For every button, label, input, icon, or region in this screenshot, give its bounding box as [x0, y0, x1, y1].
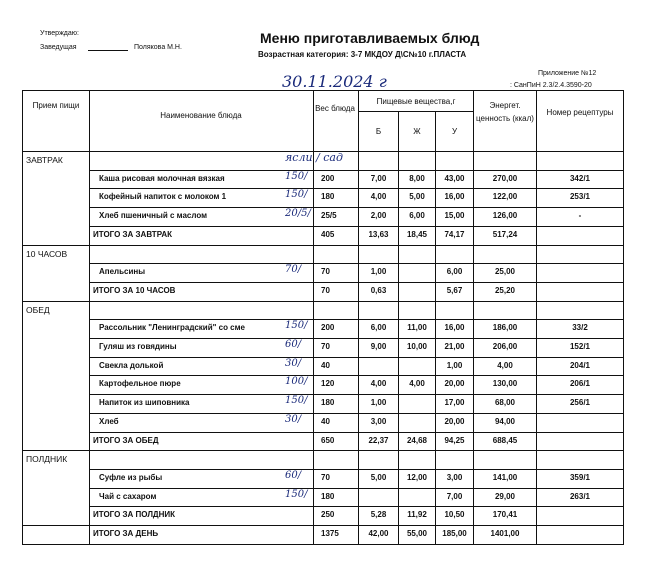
total-zh: 18,45: [406, 229, 428, 239]
dish-recipe: 256/1: [569, 398, 591, 408]
handwritten-portion-mark: 100/: [285, 376, 308, 388]
handwritten-portion-mark: 60/: [285, 469, 302, 481]
dish-recipe: 253/1: [569, 192, 591, 202]
total-kcal: 25,20: [494, 285, 516, 295]
dish-b: 7,00: [370, 173, 387, 183]
handwritten-portion-mark: 150/: [285, 395, 308, 407]
day-total-b: 42,00: [368, 529, 389, 538]
handwritten-portion-mark: 30/: [285, 413, 302, 425]
dish-name: Апельсины: [99, 267, 146, 277]
total-weight: 650: [321, 435, 335, 445]
dish-recipe: 359/1: [569, 472, 591, 482]
dish-u: 17,00: [444, 398, 465, 408]
section-total-label: ИТОГО ЗА 10 ЧАСОВ: [93, 285, 176, 295]
dish-name: Хлеб пшеничный с маслом: [99, 211, 208, 221]
dish-recipe: 33/2: [572, 323, 588, 333]
total-kcal: 688,45: [492, 435, 518, 445]
header-weight: Вес блюда: [315, 104, 355, 113]
dish-kcal: 122,00: [492, 192, 518, 202]
dish-weight: 70: [321, 267, 330, 277]
dish-kcal: 206,00: [492, 342, 518, 351]
dish-kcal: 130,00: [492, 379, 518, 389]
approve-label: Утверждаю:: [40, 30, 79, 37]
dish-kcal: 94,00: [494, 416, 516, 426]
dish-weight: 40: [321, 416, 330, 426]
dish-recipe: 263/1: [569, 491, 591, 501]
dish-weight: 25/5: [321, 211, 337, 221]
dish-recipe: 204/1: [569, 360, 591, 370]
dish-b: 3,00: [370, 416, 387, 426]
dish-kcal: 141,00: [492, 472, 518, 482]
dish-weight: 70: [321, 342, 330, 351]
handwritten-portion-mark: 60/: [285, 339, 302, 350]
dish-b: 5,00: [370, 472, 387, 482]
dish-b: 4,00: [370, 379, 387, 389]
appendix-label: Приложение №12: [538, 70, 597, 77]
total-weight: 250: [321, 510, 335, 520]
dish-name: Кофейный напиток с молоком 1: [99, 192, 227, 202]
menu-table: [22, 90, 624, 545]
dish-kcal: 68,00: [494, 398, 516, 408]
dish-recipe: 342/1: [569, 173, 591, 183]
dish-name: Рассольник "Ленинградский" со сме: [99, 323, 245, 333]
total-b: 22,37: [368, 435, 389, 445]
dish-recipe: 206/1: [569, 379, 591, 389]
dish-kcal: 126,00: [492, 211, 518, 221]
handwritten-portion-mark: 150/: [285, 170, 308, 182]
day-total-label: ИТОГО ЗА ДЕНЬ: [93, 529, 159, 538]
handwritten-portion-mark: 30/: [285, 357, 302, 369]
page-title: Меню приготавливаемых блюд: [260, 30, 480, 46]
sanpin-label: : СанПиН 2.3/2.4.3590-20: [510, 82, 592, 89]
dish-b: 4,00: [370, 192, 387, 202]
dish-u: 1,00: [446, 360, 463, 370]
header-meal: Прием пищи: [32, 101, 80, 110]
section-name: ПОЛДНИК: [26, 454, 68, 465]
total-kcal: 170,41: [492, 510, 518, 520]
day-total-zh: 55,00: [406, 529, 428, 538]
dish-zh: 4,00: [409, 379, 425, 389]
dish-u: 3,00: [446, 472, 463, 482]
handwritten-portion-mark: 150/: [285, 189, 308, 201]
dish-kcal: 4,00: [497, 360, 513, 370]
dish-u: 16,00: [444, 323, 465, 333]
dish-u: 7,00: [446, 491, 463, 501]
handwritten-portion-mark: 150/: [285, 320, 308, 332]
dish-name: Чай с сахаром: [99, 491, 157, 501]
handwritten-portion-mark: 20/5/: [285, 208, 311, 220]
section-total-label: ИТОГО ЗА ПОЛДНИК: [93, 510, 176, 520]
total-zh: 24,68: [406, 435, 428, 445]
dish-u: 16,00: [444, 192, 465, 202]
page-subtitle: Возрастная категория: 3-7 МКДОУ Д\С№10 г.ПЛАСТА: [258, 50, 467, 59]
dish-zh: 10,00: [406, 342, 428, 351]
dish-recipe: -: [578, 211, 582, 221]
dish-u: 20,00: [444, 379, 465, 389]
dish-weight: 180: [321, 398, 335, 408]
dish-weight: 180: [321, 491, 335, 501]
dish-u: 15,00: [444, 211, 465, 221]
dish-u: 20,00: [444, 416, 465, 426]
dish-u: 21,00: [444, 342, 465, 351]
head-name: Полякова М.Н.: [134, 44, 182, 51]
header-u: У: [451, 127, 458, 136]
handwritten-portion-mark: 70/: [285, 264, 302, 276]
day-total-u: 185,00: [442, 529, 467, 538]
section-name: ОБЕД: [26, 304, 50, 315]
total-u: 5,67: [446, 285, 463, 295]
dish-name: Хлеб: [99, 416, 119, 426]
handwritten-portion-mark: 150/: [285, 488, 308, 500]
dish-zh: 8,00: [409, 173, 425, 183]
dish-kcal: 270,00: [492, 173, 518, 183]
dish-weight: 70: [321, 472, 330, 482]
section-name: 10 ЧАСОВ: [26, 248, 68, 259]
header-dish: Наименование блюда: [160, 111, 242, 120]
header-nutrients: Пищевые вещества,г: [376, 97, 456, 106]
dish-zh: 6,00: [409, 211, 425, 221]
header-energy: Энергет. ценность (ккал): [476, 101, 534, 123]
header-recipe: Номер рецептуры: [546, 108, 614, 117]
dish-weight: 180: [321, 192, 335, 202]
dish-weight: 200: [321, 173, 335, 183]
signature-line: [88, 50, 128, 51]
dish-b: 9,00: [370, 342, 387, 351]
section-total-label: ИТОГО ЗА ОБЕД: [93, 435, 159, 445]
total-kcal: 517,24: [492, 229, 518, 239]
dish-b: 1,00: [370, 398, 387, 408]
dish-kcal: 186,00: [492, 323, 518, 333]
dish-weight: 120: [321, 379, 335, 389]
dish-name: Картофельное пюре: [99, 379, 181, 389]
handwritten-date: 30.11.2024 г: [282, 72, 387, 91]
dish-b: 6,00: [370, 323, 387, 333]
section-note-handwritten: ясли / сад: [285, 151, 343, 164]
section-name: ЗАВТРАК: [26, 155, 63, 165]
total-u: 10,50: [444, 510, 465, 520]
header-zh: Ж: [413, 127, 421, 136]
dish-name: Свекла долькой: [99, 360, 164, 370]
total-b: 13,63: [368, 229, 389, 239]
head-label: Заведущая: [40, 44, 77, 51]
dish-name: Напиток из шиповника: [99, 398, 190, 408]
dish-kcal: 29,00: [494, 491, 516, 501]
dish-zh: 5,00: [409, 192, 425, 202]
dish-name: Гуляш из говядины: [99, 342, 177, 351]
dish-zh: 11,00: [407, 323, 427, 333]
dish-zh: 12,00: [406, 472, 428, 482]
dish-weight: 200: [321, 323, 335, 333]
dish-name: Суфле из рыбы: [99, 472, 163, 482]
section-total-label: ИТОГО ЗА ЗАВТРАК: [93, 229, 172, 239]
dish-u: 43,00: [444, 173, 465, 183]
dish-b: 1,00: [370, 267, 387, 277]
day-total-weight: 1375: [321, 529, 339, 538]
total-b: 5,28: [370, 510, 387, 520]
dish-name: Каша рисовая молочная вязкая: [99, 173, 225, 183]
total-u: 74,17: [444, 229, 465, 239]
total-zh: 11,92: [407, 510, 427, 520]
total-weight: 405: [321, 229, 335, 239]
dish-kcal: 25,00: [494, 267, 516, 277]
dish-weight: 40: [321, 360, 330, 370]
total-weight: 70: [321, 285, 330, 295]
total-b: 0,63: [370, 285, 387, 295]
dish-b: 2,00: [370, 211, 387, 221]
header-b: Б: [375, 127, 382, 136]
day-total-kcal: 1401,00: [490, 529, 520, 538]
dish-u: 6,00: [446, 267, 463, 277]
total-u: 94,25: [444, 435, 465, 445]
dish-recipe: 152/1: [569, 342, 591, 351]
